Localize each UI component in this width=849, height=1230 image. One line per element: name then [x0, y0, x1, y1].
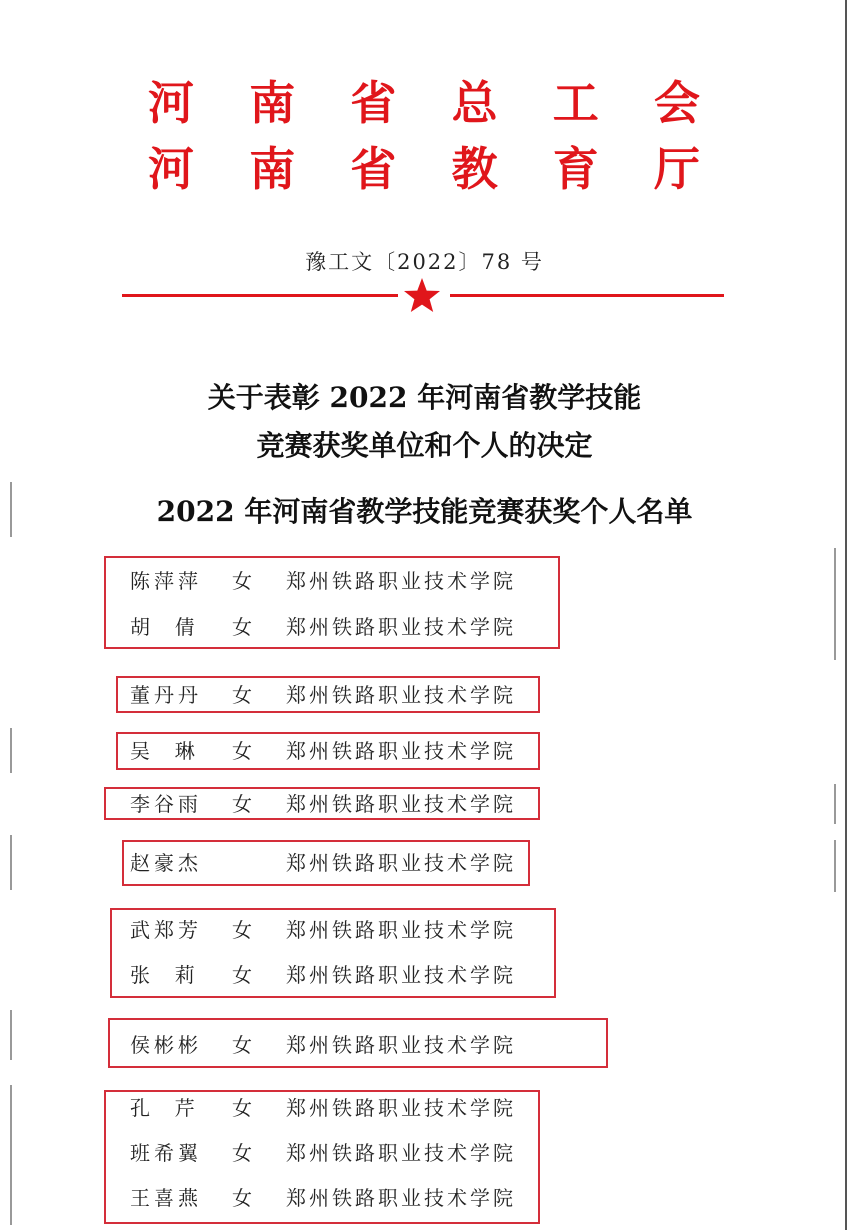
awardee-name: 吴 琳 — [130, 739, 199, 763]
awardee-unit: 郑州铁路职业技术学院 — [286, 739, 516, 763]
awardee-gender: 女 — [232, 918, 252, 942]
awardee-unit: 郑州铁路职业技术学院 — [286, 1186, 516, 1210]
right-scan-mark — [834, 840, 836, 892]
left-scan-mark — [10, 1010, 12, 1060]
right-scan-mark — [834, 548, 836, 660]
awardee-unit: 郑州铁路职业技术学院 — [286, 683, 516, 707]
awardee-unit: 郑州铁路职业技术学院 — [286, 792, 516, 816]
issuer-char: 教 — [451, 142, 498, 196]
awardee-gender: 女 — [232, 739, 252, 763]
left-scan-mark — [10, 1085, 12, 1225]
awardee-unit: 郑州铁路职业技术学院 — [286, 569, 516, 593]
awardee-gender: 女 — [232, 963, 252, 987]
awardee-gender: 女 — [232, 1141, 252, 1165]
awardee-unit: 郑州铁路职业技术学院 — [286, 615, 516, 639]
right-page-edge — [845, 0, 847, 1230]
red-divider-right — [450, 294, 724, 297]
issuer-char: 南 — [249, 76, 296, 130]
list-title: 2022 年河南省教学技能竞赛获奖个人名单 — [156, 495, 693, 528]
issuer-char: 省 — [350, 76, 397, 130]
awardee-name: 侯彬彬 — [130, 1033, 202, 1057]
issuer-char: 河 — [148, 142, 194, 196]
issuer-char: 育 — [552, 142, 599, 196]
awardee-unit: 郑州铁路职业技术学院 — [286, 1033, 516, 1057]
left-scan-mark — [10, 728, 12, 773]
awardee-unit: 郑州铁路职业技术学院 — [286, 918, 516, 942]
awardee-name: 陈萍萍 — [130, 569, 202, 593]
issuer-char: 工 — [552, 76, 599, 130]
left-scan-mark — [10, 835, 12, 890]
awardee-name: 赵豪杰 — [130, 851, 202, 875]
awardee-gender: 女 — [232, 569, 252, 593]
awardee-gender: 女 — [232, 1033, 252, 1057]
awardee-name: 班希翼 — [130, 1141, 202, 1165]
awardee-gender: 女 — [232, 1096, 252, 1120]
document-number: 豫工文〔2022〕78 号 — [305, 250, 544, 274]
awardee-unit: 郑州铁路职业技术学院 — [286, 963, 516, 987]
awardee-name: 张 莉 — [130, 963, 199, 987]
issuer-char: 会 — [653, 76, 700, 130]
document-title-line-2: 竞赛获奖单位和个人的决定 — [256, 429, 593, 462]
issuer-char: 河 — [148, 76, 194, 130]
awardee-name: 武郑芳 — [130, 918, 202, 942]
awardee-name: 李谷雨 — [130, 792, 202, 816]
awardee-gender: 女 — [232, 1186, 252, 1210]
awardee-unit: 郑州铁路职业技术学院 — [286, 1096, 516, 1120]
issuer-line-2 — [148, 142, 700, 196]
awardee-unit: 郑州铁路职业技术学院 — [286, 851, 516, 875]
issuer-char: 厅 — [653, 142, 700, 196]
awardee-name: 王喜燕 — [130, 1186, 202, 1210]
issuer-char: 省 — [350, 142, 397, 196]
right-scan-mark — [834, 784, 836, 824]
issuer-char: 南 — [249, 142, 296, 196]
awardee-name: 孔 芹 — [130, 1096, 199, 1120]
issuer-line-1 — [148, 76, 700, 130]
red-divider-left — [122, 294, 398, 297]
awardee-name: 董丹丹 — [130, 683, 202, 707]
awardee-unit: 郑州铁路职业技术学院 — [286, 1141, 516, 1165]
issuer-char: 总 — [451, 76, 498, 130]
awardee-gender: 女 — [232, 792, 252, 816]
red-star-icon — [402, 276, 442, 316]
awardee-gender: 女 — [232, 683, 252, 707]
document-title-line-1: 关于表彰 2022 年河南省教学技能 — [207, 381, 642, 414]
awardee-gender: 女 — [232, 615, 252, 639]
awardee-name: 胡 倩 — [130, 615, 199, 639]
